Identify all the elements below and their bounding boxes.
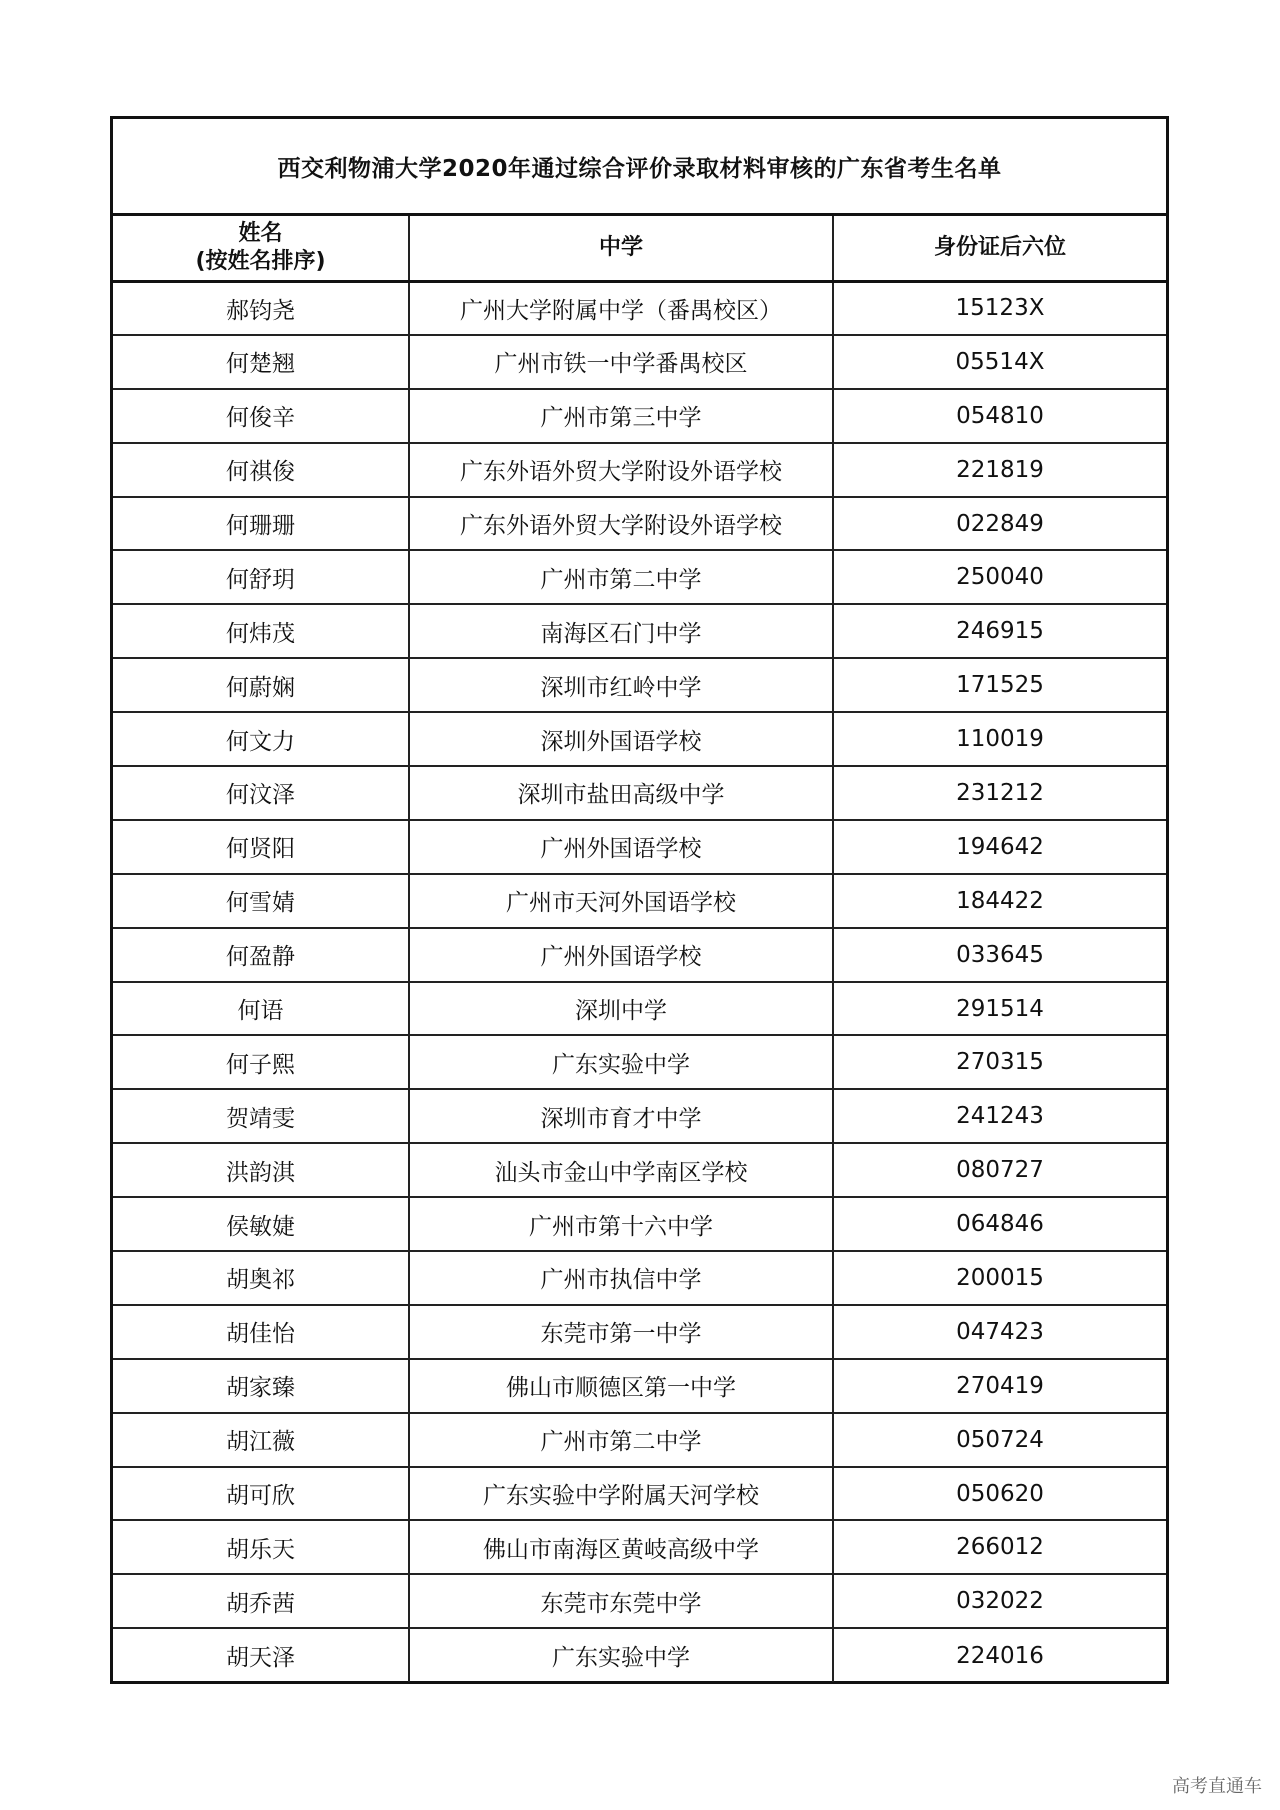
id-suffix-cell: 250040 bbox=[833, 550, 1166, 604]
id-suffix-cell: 022849 bbox=[833, 497, 1166, 551]
table-row bbox=[113, 982, 1166, 1036]
id-suffix-cell: 032022 bbox=[833, 1574, 1166, 1628]
school-name-cell: 深圳外国语学校 bbox=[409, 712, 833, 766]
table-row bbox=[113, 335, 1166, 389]
table-row bbox=[113, 1574, 1166, 1628]
student-name-cell: 何楚翘 bbox=[113, 335, 409, 389]
school-name-cell: 南海区石门中学 bbox=[409, 604, 833, 658]
student-name-cell: 胡家臻 bbox=[113, 1359, 409, 1413]
id-suffix-cell: 194642 bbox=[833, 820, 1166, 874]
school-name-cell: 深圳市育才中学 bbox=[409, 1089, 833, 1143]
school-name-cell: 广州市第二中学 bbox=[409, 1413, 833, 1467]
table-row bbox=[113, 550, 1166, 604]
table-row bbox=[113, 928, 1166, 982]
table-row bbox=[113, 1520, 1166, 1574]
id-suffix-cell: 221819 bbox=[833, 443, 1166, 497]
school-name-cell: 广州外国语学校 bbox=[409, 928, 833, 982]
table-header-row bbox=[113, 216, 1166, 281]
table-row bbox=[113, 443, 1166, 497]
student-name-cell: 何珊珊 bbox=[113, 497, 409, 551]
table-row bbox=[113, 389, 1166, 443]
student-name-cell: 郝钧尧 bbox=[113, 281, 409, 335]
student-name-cell: 何雪婧 bbox=[113, 874, 409, 928]
column-header-id: 身份证后六位 bbox=[833, 216, 1166, 281]
table-row bbox=[113, 766, 1166, 820]
school-name-cell: 广东外语外贸大学附设外语学校 bbox=[409, 443, 833, 497]
table-row bbox=[113, 281, 1166, 335]
id-suffix-cell: 064846 bbox=[833, 1197, 1166, 1251]
table-row bbox=[113, 1359, 1166, 1413]
school-name-cell: 广东外语外贸大学附设外语学校 bbox=[409, 497, 833, 551]
school-name-cell: 广州市天河外国语学校 bbox=[409, 874, 833, 928]
id-suffix-cell: 05514X bbox=[833, 335, 1166, 389]
id-suffix-cell: 047423 bbox=[833, 1305, 1166, 1359]
table-body bbox=[113, 281, 1166, 1682]
id-suffix-cell: 171525 bbox=[833, 658, 1166, 712]
id-suffix-cell: 033645 bbox=[833, 928, 1166, 982]
student-name-cell: 胡乐天 bbox=[113, 1520, 409, 1574]
watermark-text: 高考直通车 bbox=[1172, 1776, 1262, 1797]
column-header-name-line2: (按姓名排序) bbox=[195, 248, 326, 274]
school-name-cell: 广州外国语学校 bbox=[409, 820, 833, 874]
column-header-name bbox=[113, 216, 409, 281]
school-name-cell: 东莞市东莞中学 bbox=[409, 1574, 833, 1628]
student-name-cell: 何舒玥 bbox=[113, 550, 409, 604]
school-name-cell: 广州市第十六中学 bbox=[409, 1197, 833, 1251]
id-suffix-cell: 291514 bbox=[833, 982, 1166, 1036]
table-row bbox=[113, 712, 1166, 766]
school-name-cell: 广州市第二中学 bbox=[409, 550, 833, 604]
student-name-cell: 何汶泽 bbox=[113, 766, 409, 820]
table-row bbox=[113, 1251, 1166, 1305]
table-row bbox=[113, 658, 1166, 712]
id-suffix-cell: 080727 bbox=[833, 1143, 1166, 1197]
school-name-cell: 广州市第三中学 bbox=[409, 389, 833, 443]
school-name-cell: 深圳中学 bbox=[409, 982, 833, 1036]
school-name-cell: 汕头市金山中学南区学校 bbox=[409, 1143, 833, 1197]
school-name-cell: 深圳市盐田高级中学 bbox=[409, 766, 833, 820]
table-row bbox=[113, 1467, 1166, 1521]
table-row bbox=[113, 1305, 1166, 1359]
column-header-name-line1: 姓名 bbox=[238, 220, 283, 246]
id-suffix-cell: 241243 bbox=[833, 1089, 1166, 1143]
school-name-cell: 广东实验中学 bbox=[409, 1628, 833, 1682]
student-name-cell: 何炜茂 bbox=[113, 604, 409, 658]
table-row bbox=[113, 1143, 1166, 1197]
school-name-cell: 广州市执信中学 bbox=[409, 1251, 833, 1305]
id-suffix-cell: 231212 bbox=[833, 766, 1166, 820]
id-suffix-cell: 266012 bbox=[833, 1520, 1166, 1574]
column-header-school: 中学 bbox=[409, 216, 833, 281]
student-name-cell: 胡奥祁 bbox=[113, 1251, 409, 1305]
student-name-cell: 何子熙 bbox=[113, 1035, 409, 1089]
id-suffix-cell: 050724 bbox=[833, 1413, 1166, 1467]
school-name-cell: 佛山市南海区黄岐高级中学 bbox=[409, 1520, 833, 1574]
id-suffix-cell: 270419 bbox=[833, 1359, 1166, 1413]
student-name-cell: 何蔚娴 bbox=[113, 658, 409, 712]
student-name-cell: 胡乔茜 bbox=[113, 1574, 409, 1628]
table-row bbox=[113, 1413, 1166, 1467]
school-name-cell: 广东实验中学 bbox=[409, 1035, 833, 1089]
id-suffix-cell: 184422 bbox=[833, 874, 1166, 928]
table-row bbox=[113, 604, 1166, 658]
table-row bbox=[113, 820, 1166, 874]
table-row bbox=[113, 1035, 1166, 1089]
school-name-cell: 广州大学附属中学（番禺校区） bbox=[409, 281, 833, 335]
student-name-cell: 胡可欣 bbox=[113, 1467, 409, 1521]
school-name-cell: 广东实验中学附属天河学校 bbox=[409, 1467, 833, 1521]
roster-sheet bbox=[110, 116, 1169, 1684]
id-suffix-cell: 050620 bbox=[833, 1467, 1166, 1521]
id-suffix-cell: 15123X bbox=[833, 281, 1166, 335]
table-row bbox=[113, 1628, 1166, 1682]
table-row bbox=[113, 1197, 1166, 1251]
student-name-cell: 胡佳怡 bbox=[113, 1305, 409, 1359]
student-name-cell: 何语 bbox=[113, 982, 409, 1036]
id-suffix-cell: 200015 bbox=[833, 1251, 1166, 1305]
student-name-cell: 洪韵淇 bbox=[113, 1143, 409, 1197]
school-name-cell: 深圳市红岭中学 bbox=[409, 658, 833, 712]
student-name-cell: 何祺俊 bbox=[113, 443, 409, 497]
student-name-cell: 侯敏婕 bbox=[113, 1197, 409, 1251]
student-name-cell: 胡江薇 bbox=[113, 1413, 409, 1467]
table-row bbox=[113, 1089, 1166, 1143]
id-suffix-cell: 224016 bbox=[956, 1642, 1044, 1669]
student-name-cell: 何文力 bbox=[113, 712, 409, 766]
document-title: 西交利物浦大学2020年通过综合评价录取材料审核的广东省考生名单 bbox=[113, 119, 1166, 216]
table-row bbox=[113, 874, 1166, 928]
student-name-cell: 贺靖雯 bbox=[113, 1089, 409, 1143]
school-name-cell: 佛山市顺德区第一中学 bbox=[409, 1359, 833, 1413]
student-name-cell: 胡天泽 bbox=[113, 1628, 409, 1682]
roster-table bbox=[113, 216, 1166, 1682]
student-name-cell: 何俊辛 bbox=[113, 389, 409, 443]
id-suffix-cell: 246915 bbox=[833, 604, 1166, 658]
student-name-cell: 何贤阳 bbox=[113, 820, 409, 874]
table-row bbox=[113, 497, 1166, 551]
school-name-cell: 广州市铁一中学番禺校区 bbox=[409, 335, 833, 389]
school-name-cell: 东莞市第一中学 bbox=[409, 1305, 833, 1359]
id-suffix-cell: 270315 bbox=[833, 1035, 1166, 1089]
id-suffix-cell: 054810 bbox=[833, 389, 1166, 443]
student-name-cell: 何盈静 bbox=[113, 928, 409, 982]
id-suffix-cell: 110019 bbox=[833, 712, 1166, 766]
